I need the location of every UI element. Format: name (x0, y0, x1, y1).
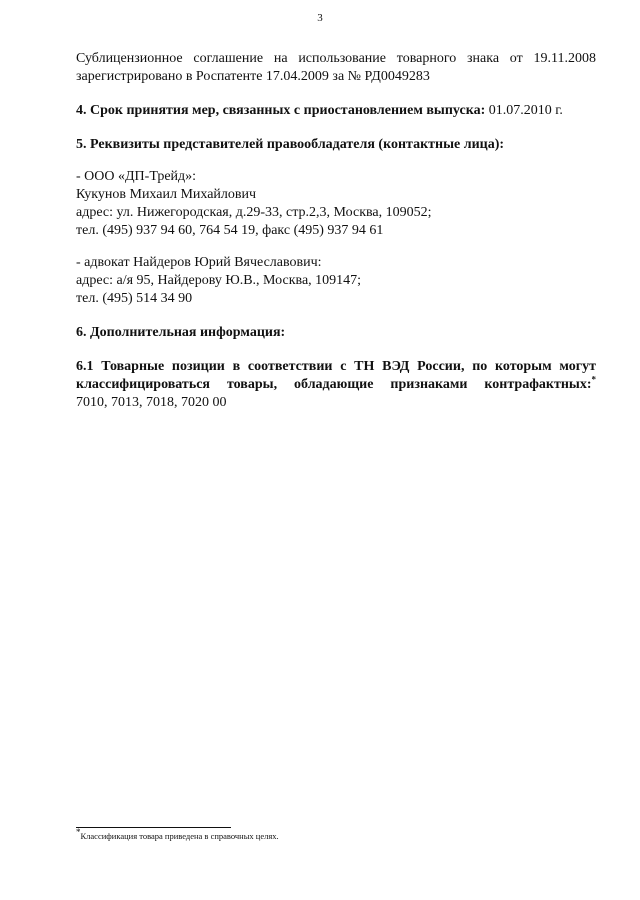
footnote-reference: * (591, 374, 596, 385)
section-6-1-heading-line-2-text: классифицироваться товары, обладающие признаками контрафактных: (76, 377, 592, 392)
contact-1-phone: тел. (495) 937 94 60, 764 54 19, факс (495) 937 94 61 (76, 223, 384, 238)
contact-2-address: адрес: а/я 95, Найдерову Ю.В., Москва, 109147; (76, 273, 362, 288)
tnved-codes: 7010, 7013, 7018, 7020 00 (76, 395, 227, 410)
section-5-heading: 5. Реквизиты представителей правообладателя (контактные лица): (76, 137, 505, 152)
footnote-divider (76, 827, 231, 828)
document-body (76, 50, 596, 412)
section-6-1-heading-line-1: 6.1 Товарные позиции в соответствии с ТН ВЭД России, по которым могут (76, 359, 596, 374)
page-number: 3 (317, 12, 323, 24)
contact-1-address: адрес: ул. Нижегородская, д.29-33, стр.2,3, Москва, 109052; (76, 205, 432, 220)
section-6-1-heading-line-2 (76, 376, 596, 394)
intro-line-2: зарегистрировано в Роспатенте 17.04.2009 за № РД0049283 (76, 69, 430, 84)
section-4-heading: 4. Срок принятия мер, связанных с приостановлением выпуска: (76, 103, 486, 118)
contact-1-org: - ООО «ДП-Трейд»: (76, 169, 197, 184)
contact-2-phone: тел. (495) 514 34 90 (76, 291, 193, 306)
section-4-value: 01.07.2010 г. (488, 103, 563, 118)
contact-block-1 (76, 168, 596, 240)
section-6-1 (76, 358, 596, 412)
intro-line-1: Сублицензионное соглашение на использование товарного знака от 19.11.2008 (76, 51, 596, 66)
contact-block-2 (76, 254, 596, 308)
contact-2-person: - адвокат Найдеров Юрий Вячеславович: (76, 255, 322, 270)
section-4 (76, 102, 596, 120)
section-6-heading: 6. Дополнительная информация: (76, 325, 286, 340)
footnote-text: Классификация товара приведена в справочных целях. (80, 831, 279, 841)
footnote (76, 827, 596, 842)
footnote-mark: * (76, 827, 81, 838)
contact-1-person: Кукунов Михаил Михайлович (76, 187, 257, 202)
